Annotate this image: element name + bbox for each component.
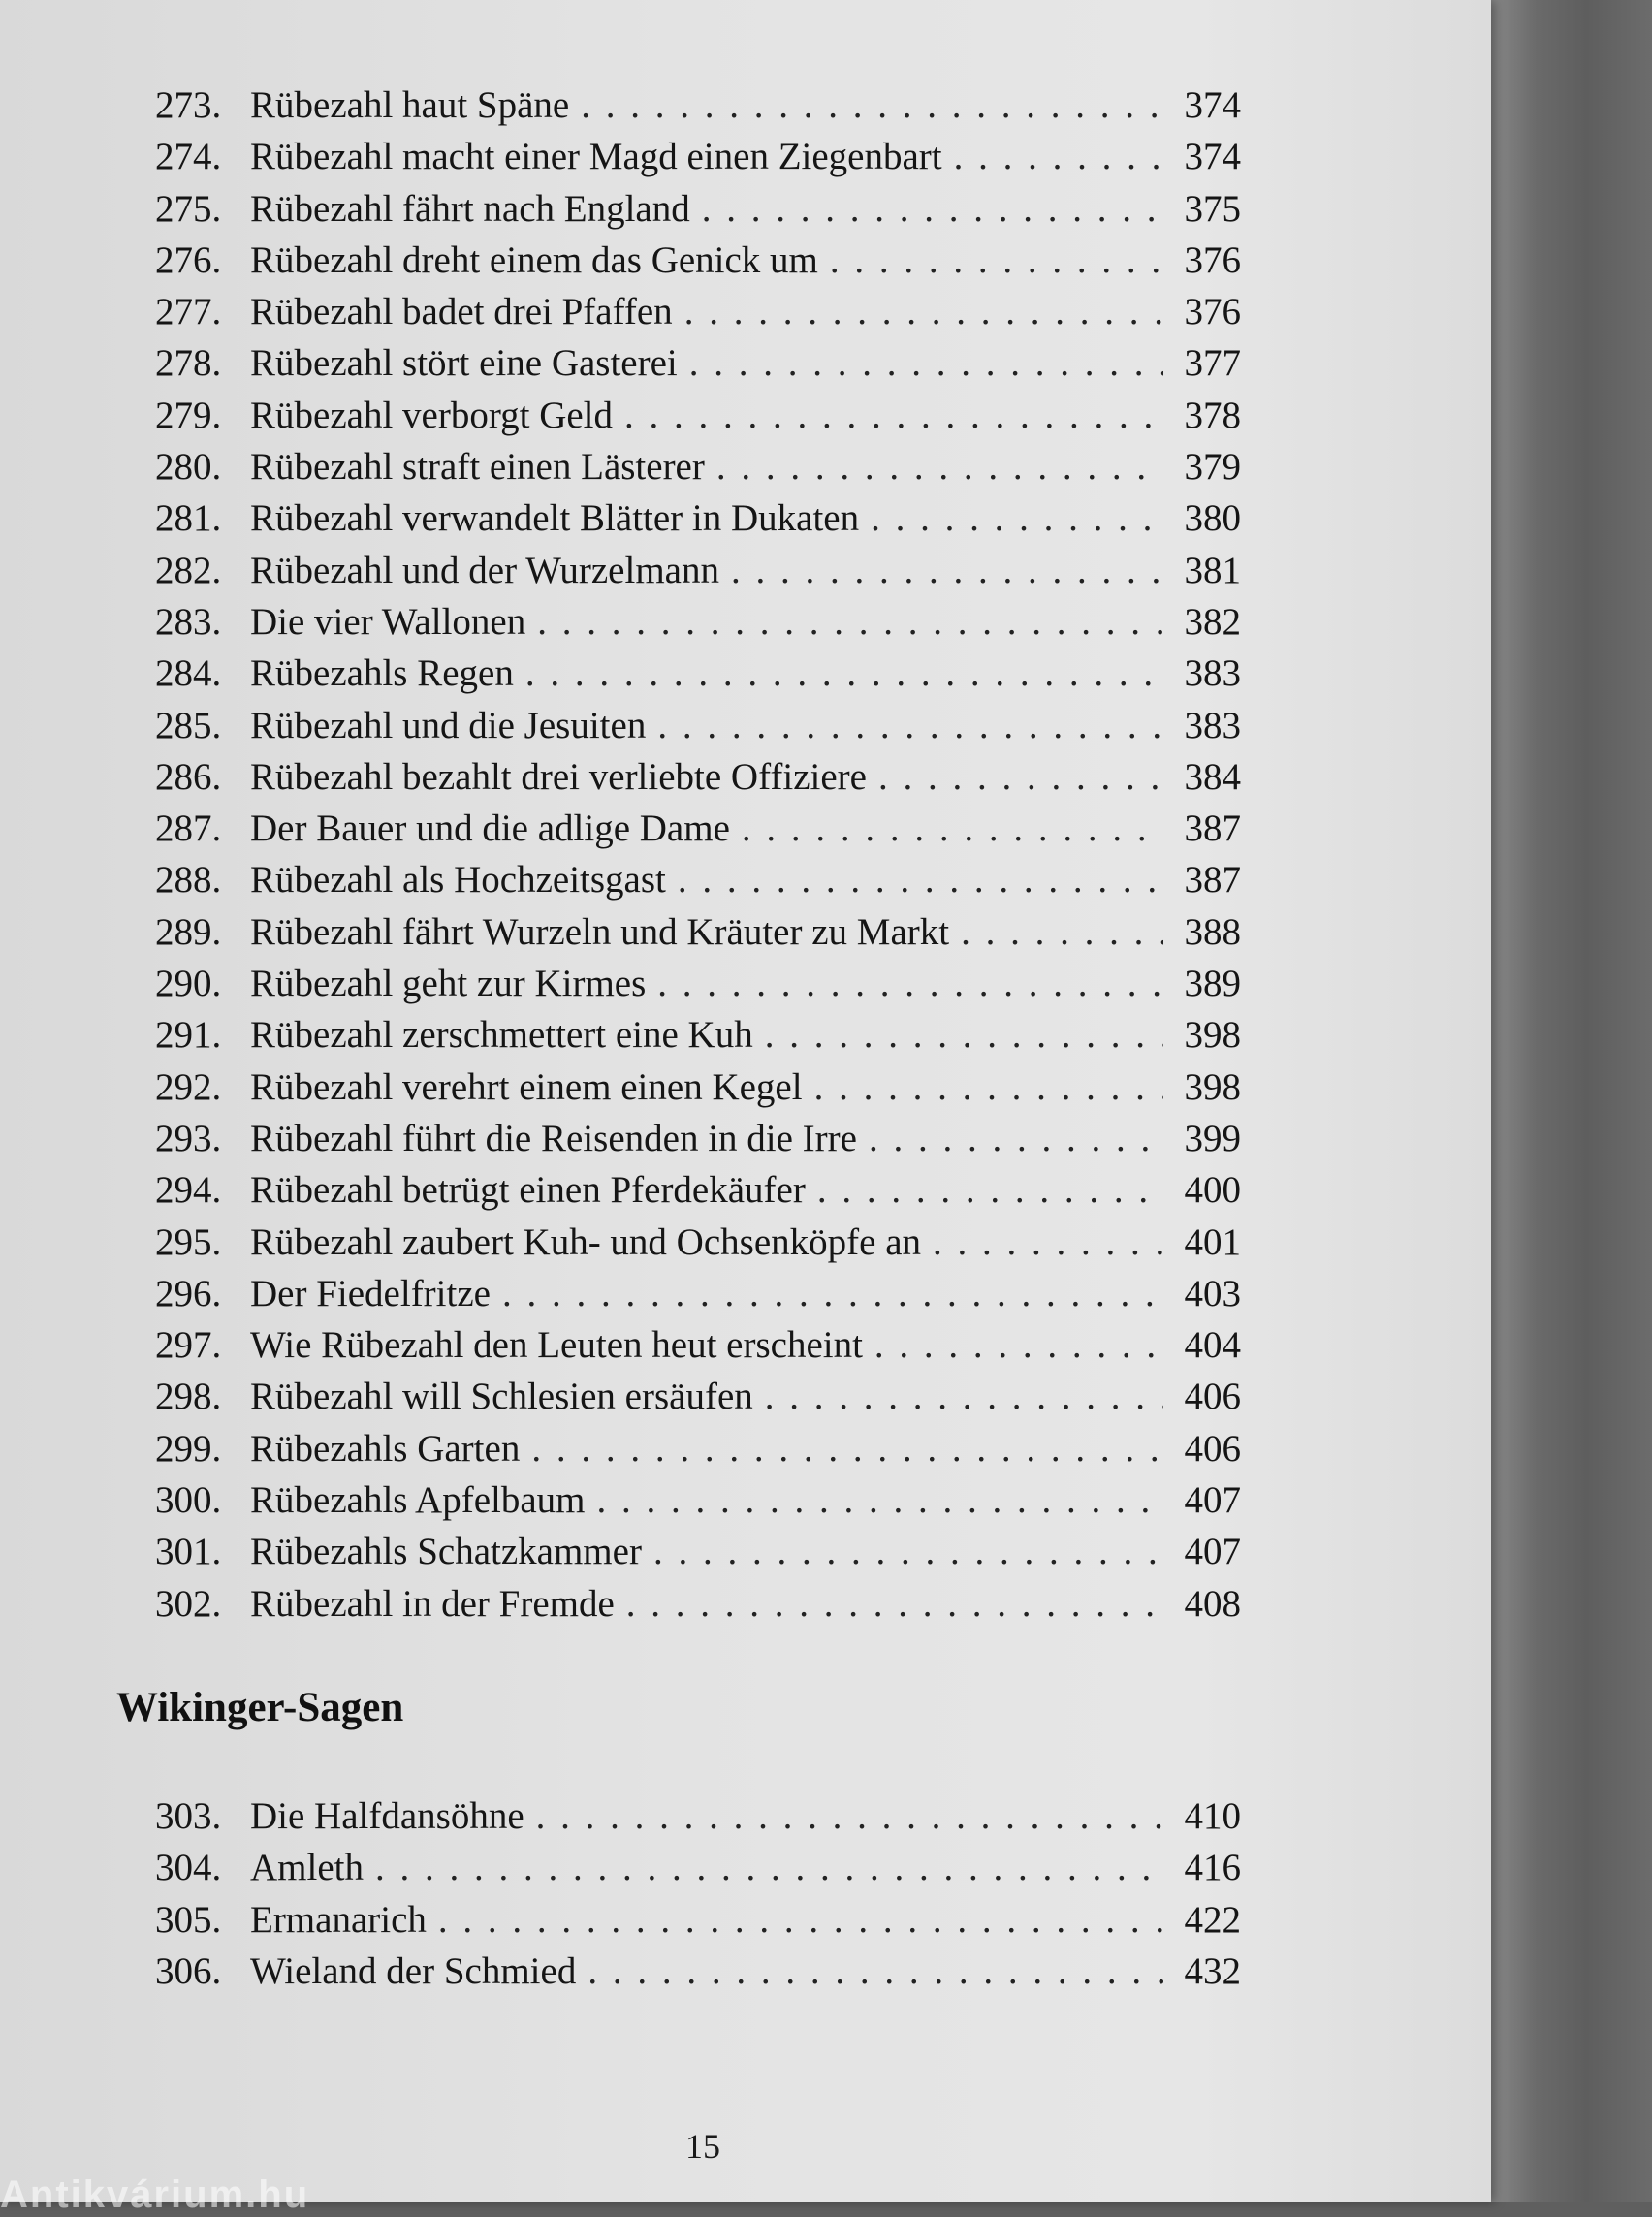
dot-leader — [869, 1113, 1163, 1164]
entry-title: Rübezahl badet drei Pfaffen — [250, 291, 673, 333]
entry-title: Rübezahl führt die Reisenden in die Irre — [250, 1117, 857, 1159]
entry-page: 379 — [1184, 446, 1241, 489]
entry-number: 304. — [155, 1847, 222, 1889]
dot-leader — [657, 958, 1163, 1009]
dot-leader — [814, 1061, 1163, 1113]
toc-entry — [155, 1894, 1241, 1946]
entry-page: 380 — [1184, 497, 1241, 540]
entry-page: 389 — [1184, 963, 1241, 1005]
page-number: 15 — [685, 2127, 720, 2166]
entry-title: Rübezahl zerschmettert eine Kuh — [250, 1014, 753, 1057]
entry-title: Ermanarich — [250, 1898, 427, 1941]
entry-title: Rübezahls Regen — [250, 652, 514, 695]
entry-page: 382 — [1184, 600, 1241, 643]
dot-leader — [588, 1946, 1163, 1997]
entry-number: 293. — [155, 1117, 222, 1159]
entry-page: 407 — [1184, 1479, 1241, 1522]
dot-leader — [525, 648, 1163, 699]
entry-page: 374 — [1184, 84, 1241, 126]
toc-entry — [155, 441, 1241, 492]
toc-entry — [155, 596, 1241, 648]
toc-entry — [155, 183, 1241, 235]
entry-page: 375 — [1184, 187, 1241, 230]
entry-page: 406 — [1184, 1427, 1241, 1470]
entry-number: 294. — [155, 1169, 222, 1212]
dot-leader — [731, 545, 1163, 596]
dot-leader — [933, 1217, 1163, 1268]
entry-title: Rübezahl zaubert Kuh- und Ochsenköpfe an — [250, 1220, 922, 1263]
entry-page: 422 — [1184, 1898, 1241, 1941]
entry-page: 377 — [1184, 342, 1241, 385]
toc-entry — [155, 1319, 1241, 1371]
entry-page: 376 — [1184, 238, 1241, 281]
entry-title: Rübezahl und die Jesuiten — [250, 704, 647, 746]
entry-number: 296. — [155, 1272, 222, 1314]
toc-entry — [155, 700, 1241, 751]
entry-page: 387 — [1184, 808, 1241, 850]
toc-entry — [155, 492, 1241, 544]
toc-entry — [155, 751, 1241, 803]
toc-entry — [155, 1217, 1241, 1268]
entry-title: Rübezahl straft einen Lästerer — [250, 446, 705, 489]
entry-page: 387 — [1184, 859, 1241, 902]
entry-title: Die Halfdansöhne — [250, 1795, 524, 1837]
entry-title: Rübezahl in der Fremde — [250, 1582, 615, 1625]
dot-leader — [657, 700, 1163, 751]
toc-list-wikinger — [155, 1790, 1241, 1997]
entry-number: 300. — [155, 1479, 222, 1522]
entry-number: 286. — [155, 755, 222, 798]
entry-title: Rübezahl bezahlt drei verliebte Offiziere — [250, 755, 867, 798]
toc-entry — [155, 545, 1241, 596]
entry-page: 401 — [1184, 1220, 1241, 1263]
dot-leader — [626, 1578, 1163, 1630]
watermark: Antikvárium.hu — [0, 2173, 310, 2216]
dot-leader — [871, 492, 1163, 544]
entry-number: 280. — [155, 446, 222, 489]
entry-number: 281. — [155, 497, 222, 540]
toc-entry — [155, 1578, 1241, 1630]
entry-page: 398 — [1184, 1065, 1241, 1108]
entry-number: 290. — [155, 963, 222, 1005]
dot-leader — [689, 337, 1163, 389]
entry-number: 306. — [155, 1949, 222, 1992]
entry-page: 378 — [1184, 394, 1241, 436]
dot-leader — [830, 235, 1163, 286]
dot-leader — [581, 79, 1163, 131]
section-heading-wikinger: Wikinger-Sagen — [116, 1685, 404, 1730]
entry-page: 376 — [1184, 291, 1241, 333]
entry-number: 289. — [155, 910, 222, 953]
entry-number: 288. — [155, 859, 222, 902]
toc-entry — [155, 854, 1241, 905]
entry-page: 404 — [1184, 1324, 1241, 1367]
entry-title: Rübezahl stört eine Gasterei — [250, 342, 678, 385]
toc-entry — [155, 958, 1241, 1009]
toc-entry — [155, 131, 1241, 182]
entry-title: Wie Rübezahl den Leuten heut erscheint — [250, 1324, 863, 1367]
toc-entry — [155, 1164, 1241, 1216]
toc-entry — [155, 1113, 1241, 1164]
entry-title: Rübezahl fährt nach England — [250, 187, 690, 230]
entry-page: 383 — [1184, 704, 1241, 746]
entry-number: 285. — [155, 704, 222, 746]
scan-background — [1488, 0, 1652, 2202]
toc-entry — [155, 1842, 1241, 1893]
dot-leader — [961, 906, 1163, 958]
entry-number: 273. — [155, 84, 222, 126]
entry-number: 299. — [155, 1427, 222, 1470]
dot-leader — [537, 596, 1163, 648]
entry-number: 305. — [155, 1898, 222, 1941]
entry-title: Amleth — [250, 1847, 364, 1889]
entry-page: 398 — [1184, 1014, 1241, 1057]
dot-leader — [502, 1268, 1163, 1319]
dot-leader — [536, 1790, 1163, 1842]
entry-title: Rübezahl haut Späne — [250, 84, 570, 126]
toc-list-rubezahl — [155, 79, 1241, 1630]
entry-page: 408 — [1184, 1582, 1241, 1625]
entry-page: 383 — [1184, 652, 1241, 695]
toc-entry — [155, 803, 1241, 854]
dot-leader — [624, 390, 1163, 441]
entry-number: 291. — [155, 1014, 222, 1057]
entry-page: 399 — [1184, 1117, 1241, 1159]
dot-leader — [817, 1164, 1163, 1216]
entry-title: Rübezahl betrügt einen Pferdekäufer — [250, 1169, 806, 1212]
toc-entry — [155, 1790, 1241, 1842]
dot-leader — [702, 183, 1163, 235]
toc-entry — [155, 648, 1241, 699]
dot-leader — [678, 854, 1163, 905]
toc-entry — [155, 906, 1241, 958]
entry-title: Rübezahl verborgt Geld — [250, 394, 614, 436]
entry-page: 410 — [1184, 1795, 1241, 1837]
dot-leader — [653, 1526, 1163, 1577]
entry-title: Rübezahl verwandelt Blätter in Dukaten — [250, 497, 860, 540]
dot-leader — [684, 286, 1163, 337]
toc-entry — [155, 79, 1241, 131]
toc-entry — [155, 1946, 1241, 1997]
entry-number: 303. — [155, 1795, 222, 1837]
dot-leader — [716, 441, 1163, 492]
entry-number: 283. — [155, 600, 222, 643]
entry-title: Die vier Wallonen — [250, 600, 526, 643]
entry-number: 279. — [155, 394, 222, 436]
entry-number: 282. — [155, 549, 222, 591]
toc-entry — [155, 1423, 1241, 1474]
dot-leader — [531, 1423, 1163, 1474]
entry-page: 407 — [1184, 1531, 1241, 1573]
entry-number: 292. — [155, 1065, 222, 1108]
entry-title: Rübezahl geht zur Kirmes — [250, 963, 647, 1005]
dot-leader — [765, 1371, 1163, 1422]
entry-title: Rübezahl fährt Wurzeln und Kräuter zu Markt — [250, 910, 950, 953]
entry-number: 275. — [155, 187, 222, 230]
entry-title: Rübezahl und der Wurzelmann — [250, 549, 719, 591]
dot-leader — [742, 803, 1163, 854]
dot-leader — [375, 1842, 1163, 1893]
toc-entry — [155, 1009, 1241, 1061]
entry-page: 400 — [1184, 1169, 1241, 1212]
entry-title: Rübezahl macht einer Magd einen Ziegenbart — [250, 136, 942, 178]
entry-title: Rübezahl verehrt einem einen Kegel — [250, 1065, 803, 1108]
entry-page: 406 — [1184, 1376, 1241, 1418]
entry-page: 384 — [1184, 755, 1241, 798]
entry-number: 276. — [155, 238, 222, 281]
entry-page: 403 — [1184, 1272, 1241, 1314]
dot-leader — [765, 1009, 1163, 1061]
toc-entry — [155, 337, 1241, 389]
entry-title: Der Fiedelfritze — [250, 1272, 491, 1314]
entry-number: 297. — [155, 1324, 222, 1367]
toc-entry — [155, 286, 1241, 337]
toc-entry — [155, 390, 1241, 441]
entry-page: 416 — [1184, 1847, 1241, 1889]
entry-page: 388 — [1184, 910, 1241, 953]
entry-number: 284. — [155, 652, 222, 695]
entry-number: 301. — [155, 1531, 222, 1573]
entry-title: Rübezahl will Schlesien ersäufen — [250, 1376, 753, 1418]
toc-entry — [155, 1268, 1241, 1319]
toc-entry — [155, 1526, 1241, 1577]
entry-number: 295. — [155, 1220, 222, 1263]
dot-leader — [597, 1474, 1164, 1526]
entry-number: 277. — [155, 291, 222, 333]
entry-title: Rübezahls Apfelbaum — [250, 1479, 586, 1522]
entry-number: 298. — [155, 1376, 222, 1418]
toc-entry — [155, 235, 1241, 286]
toc-entry — [155, 1371, 1241, 1422]
entry-title: Der Bauer und die adlige Dame — [250, 808, 730, 850]
dot-leader — [954, 131, 1163, 182]
entry-title: Rübezahl als Hochzeitsgast — [250, 859, 666, 902]
dot-leader — [878, 751, 1163, 803]
dot-leader — [438, 1894, 1163, 1946]
entry-number: 287. — [155, 808, 222, 850]
entry-page: 374 — [1184, 136, 1241, 178]
entry-title: Rübezahl dreht einem das Genick um — [250, 238, 818, 281]
entry-page: 432 — [1184, 1949, 1241, 1992]
entry-title: Rübezahls Garten — [250, 1427, 521, 1470]
entry-number: 302. — [155, 1582, 222, 1625]
toc-entry — [155, 1061, 1241, 1113]
entry-title: Wieland der Schmied — [250, 1949, 577, 1992]
entry-number: 274. — [155, 136, 222, 178]
entry-title: Rübezahls Schatzkammer — [250, 1531, 642, 1573]
entry-page: 381 — [1184, 549, 1241, 591]
toc-entry — [155, 1474, 1241, 1526]
entry-number: 278. — [155, 342, 222, 385]
dot-leader — [874, 1319, 1163, 1371]
